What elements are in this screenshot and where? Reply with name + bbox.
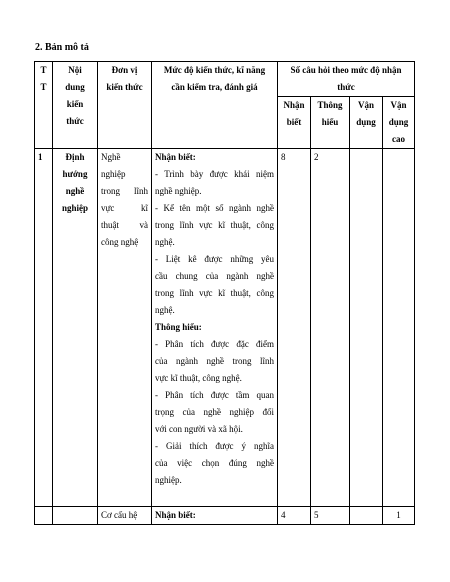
row-noi-dung: Định hướng nghề nghiệp — [53, 149, 98, 507]
header-tt: T T — [35, 62, 53, 149]
header-nhan-biet: Nhận biết — [278, 97, 311, 149]
count-thong-hieu: 5 — [311, 507, 350, 525]
table-header-row-1 — [35, 62, 415, 97]
table-row — [35, 507, 415, 525]
description-table — [34, 61, 415, 525]
header-thong-hieu: Thông hiểu — [311, 97, 350, 149]
header-muc-do: Mức độ kiến thức, kĩ năng cần kiểm tra, đánh giá — [152, 62, 278, 149]
count-nhan-biet: 4 — [278, 507, 311, 525]
count-van-dung-cao — [383, 149, 415, 507]
thong-hieu-label: Thông hiểu: — [155, 322, 202, 332]
count-van-dung-cao: 1 — [383, 507, 415, 525]
header-van-dung-cao: Vận dụng cao — [383, 97, 415, 149]
section-title: 2. Bản mô tả — [35, 42, 89, 53]
count-nhan-biet: 8 — [278, 149, 311, 507]
row-tt — [35, 507, 53, 525]
count-van-dung — [350, 149, 383, 507]
header-don-vi: Đơn vị kiến thức — [98, 62, 152, 149]
header-van-dung: Vận dụng — [350, 97, 383, 149]
count-thong-hieu: 2 — [311, 149, 350, 507]
nhan-biet-label: Nhận biết: — [155, 152, 196, 162]
row-don-vi: Cơ cấu hệ — [98, 507, 152, 525]
row-muc-do — [152, 507, 278, 525]
count-van-dung — [350, 507, 383, 525]
row-noi-dung — [53, 507, 98, 525]
row-don-vi: Nghề nghiệp trong lĩnh vực kĩ thuật và công nghệ — [98, 149, 152, 507]
nhan-biet-label: Nhận biết: — [155, 510, 196, 520]
table-row — [35, 149, 415, 507]
row-tt: 1 — [35, 149, 53, 507]
header-noi-dung: Nội dung kiến thức — [53, 62, 98, 149]
row-muc-do: Nhận biết: - Trình bày được khái niệm nghề nghiệp. - Kể tên một số ngành nghề trong lĩnh vực kĩ thuật, công nghệ. - Liệt kê được những yêu cầu chung của ngành nghề trong lĩnh vực kĩ thuật, công nghệ. Thông hiểu: - Phân tích được đặc điểm của ngành nghề trong lĩnh vực kĩ thuật, công nghệ. - Phân tích được tầm quan trọng của nghề nghiệp đối với con người và xã hội. - Giải thích được ý nghĩa của việc chọn đúng nghề nghiệp. — [152, 149, 278, 507]
header-so-cau-hoi: Số câu hỏi theo mức độ nhận thức — [278, 62, 415, 97]
